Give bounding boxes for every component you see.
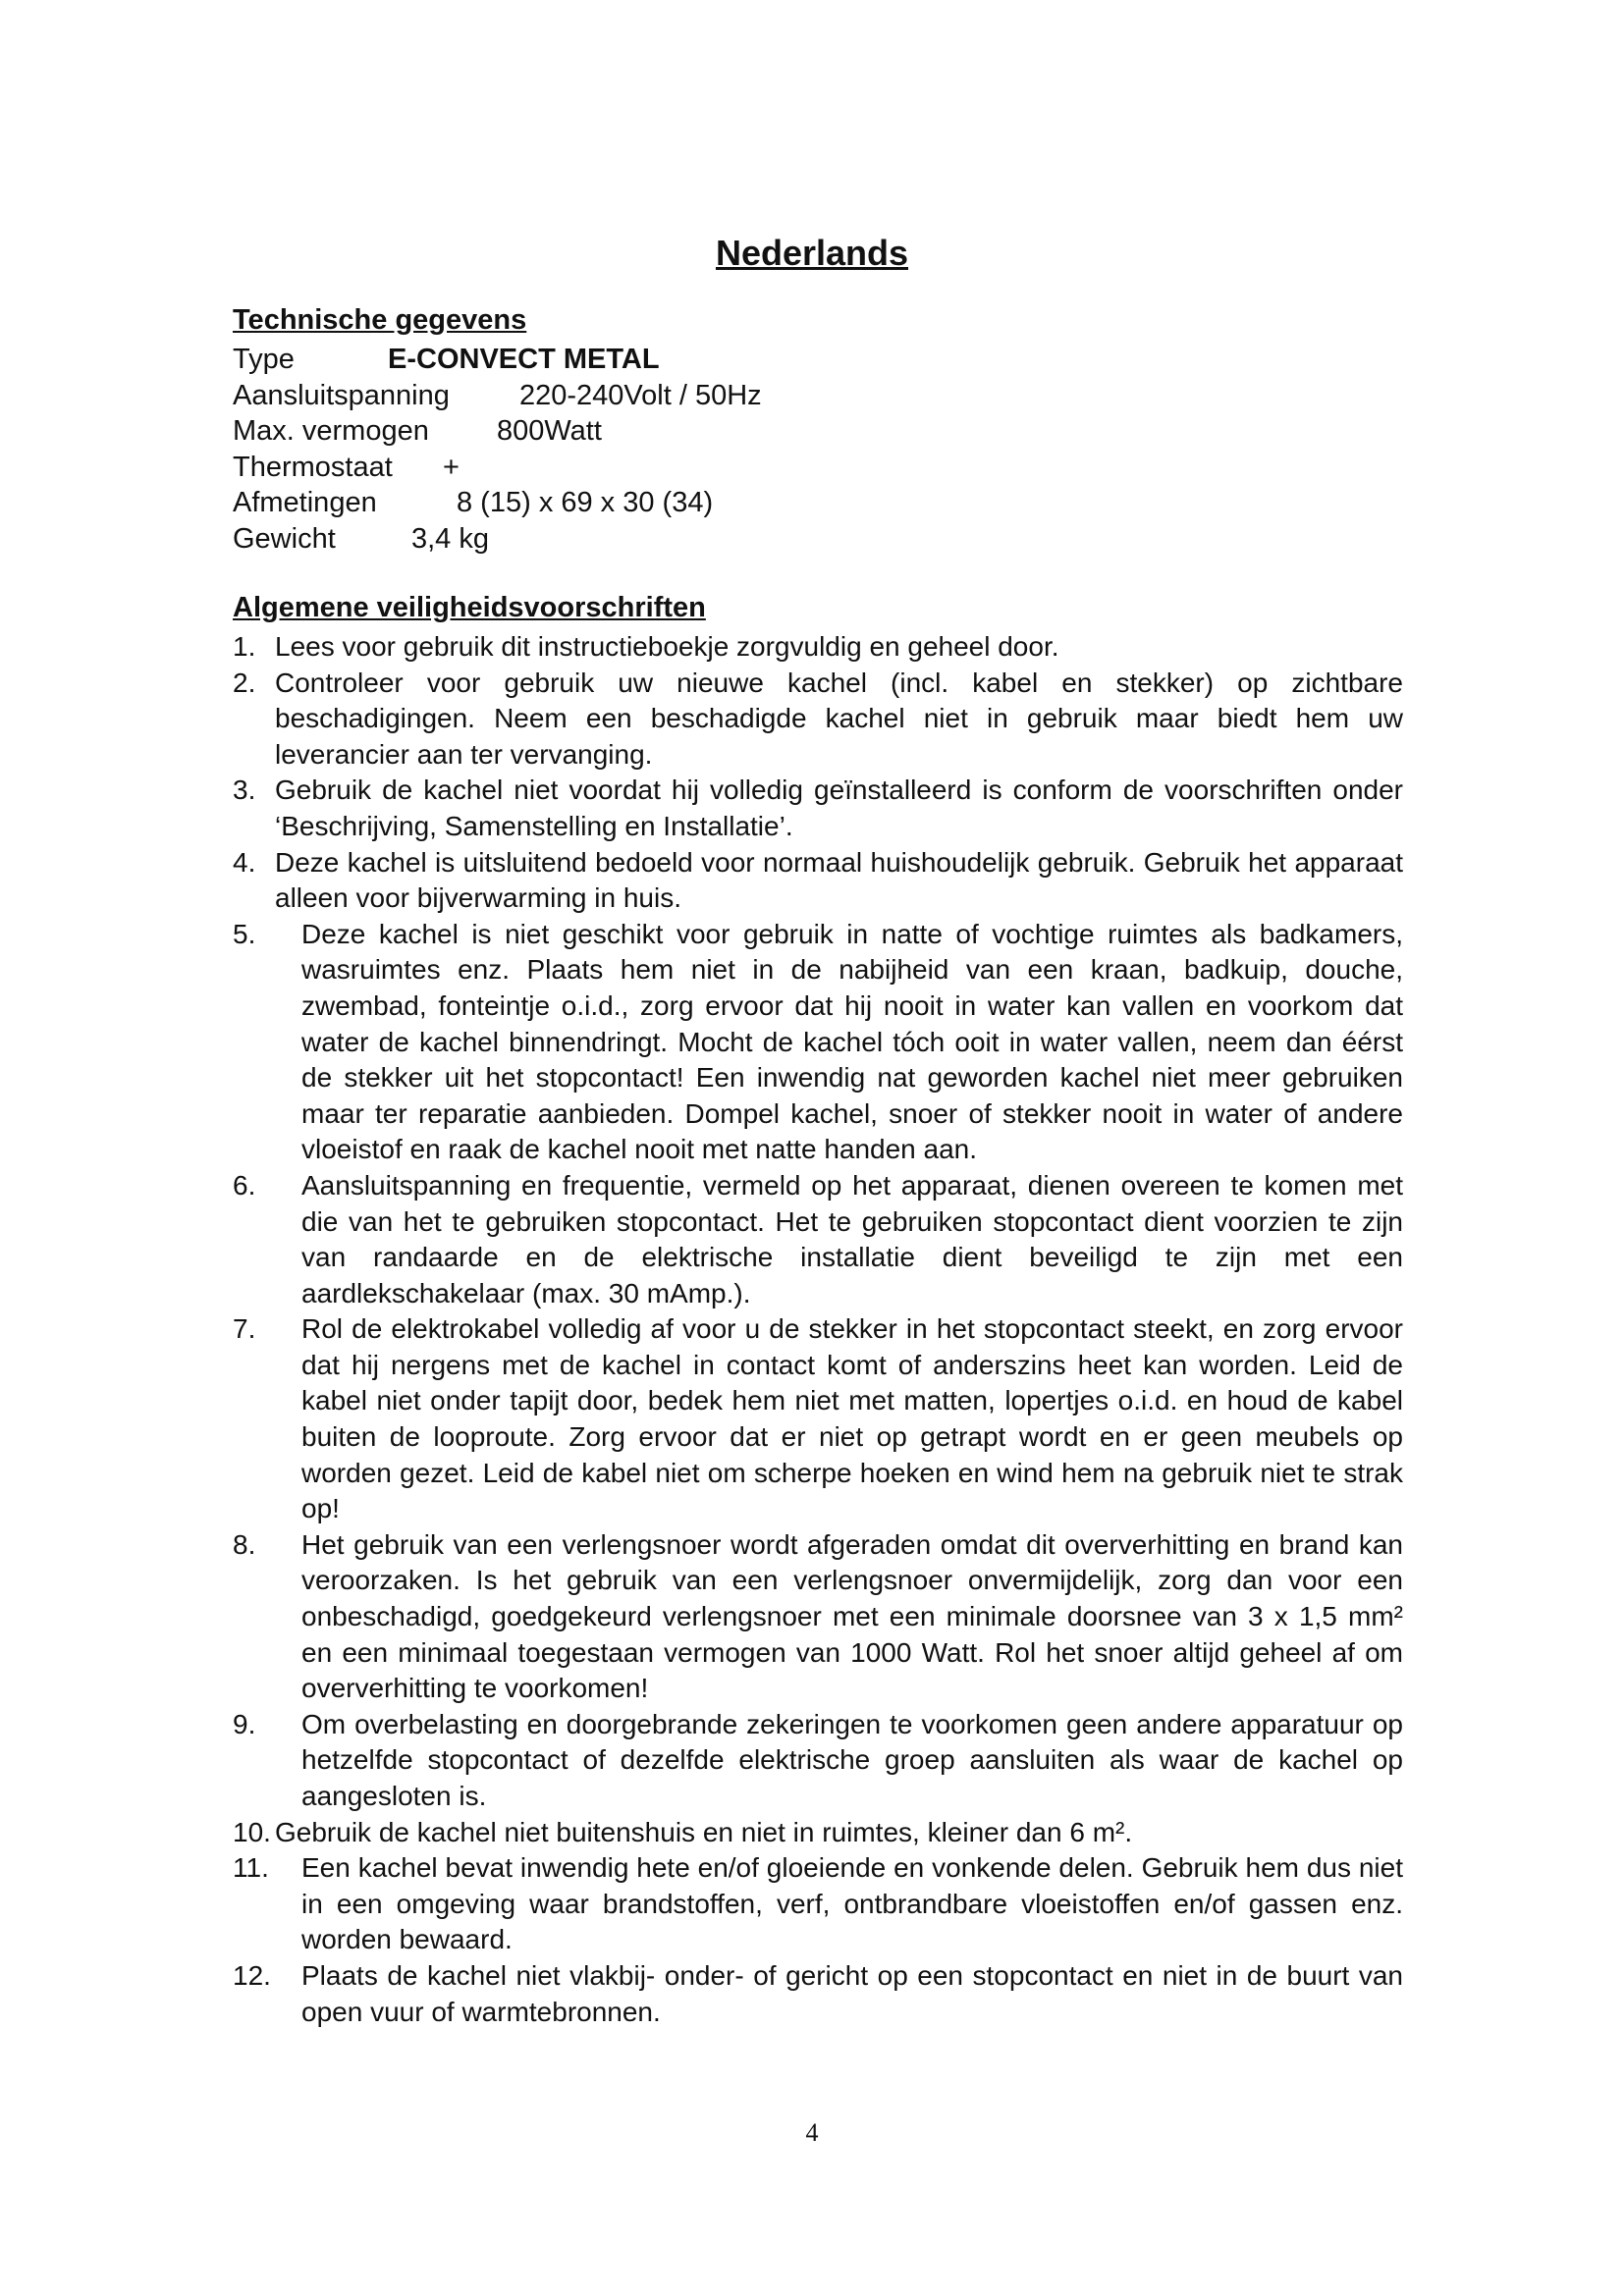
list-item bbox=[233, 917, 1403, 1168]
page-number: 4 bbox=[805, 2118, 819, 2147]
rule-number: 3. bbox=[233, 774, 256, 806]
spec-label: Aansluitspanning bbox=[233, 380, 450, 411]
rule-text: Controleer voor gebruik uw nieuwe kachel (incl. kabel en stekker) op zichtbare beschadigingen. Neem een beschadigde kachel niet in gebruik maar biedt hem uw leverancier aan ter vervanging. bbox=[275, 667, 1403, 770]
rule-number: 10. bbox=[233, 1816, 271, 1847]
rule-number: 8. bbox=[233, 1528, 256, 1560]
spec-row-dimensions bbox=[233, 486, 714, 520]
rule-number: 12. bbox=[233, 1959, 271, 1991]
spec-value: 3,4 kg bbox=[411, 523, 489, 555]
rule-text: Rol de elektrokabel volledig af voor u de stekker in het stopcontact steekt, en zorg ervoor dat hij nergens met de kachel in contact komt of anderszins heet kan worden. Leid de kabel niet onder tapijt door, bedek hem niet met matten, lopertjes o.i.d. en houd de kabel buiten de looproute. Zorg ervoor dat er niet op getrapt wordt en er geen meubels op worden gezet. Leid de kabel niet om scherpe hoeken en wind hem na gebruik niet te strak op! bbox=[301, 1313, 1403, 1524]
safety-rules-list bbox=[233, 629, 1403, 2030]
spec-row-type bbox=[233, 343, 660, 377]
page-title: Nederlands bbox=[715, 233, 909, 273]
spec-label: Max. vermogen bbox=[233, 415, 429, 447]
rule-text: Gebruik de kachel niet buitenshuis en niet in ruimtes, kleiner dan 6 m². bbox=[275, 1816, 1133, 1847]
rule-text: Deze kachel is niet geschikt voor gebruik in natte of vochtige ruimtes als badkamers, wasruimtes enz. Plaats hem niet in de nabijheid van een kraan, badkuip, douche, zwembad, fonteintje o.i.d., zorg ervoor dat hij nooit in water kan vallen en voorkom dat water de kachel binnendringt. Mocht de kachel tóch ooit in water vallen, neem dan éérst de stekker uit het stopcontact! Een inwendig nat geworden kachel niet meer gebruiken maar ter reparatie aanbieden. Dompel kachel, snoer of stekker nooit in water of andere vloeistof en raak de kachel nooit met natte handen aan. bbox=[301, 918, 1403, 1165]
spec-label: Afmetingen bbox=[233, 487, 377, 518]
rule-text: Het gebruik van een verlengsnoer wordt afgeraden omdat dit oververhitting en brand kan veroorzaken. Is het gebruik van een verlengsnoer onvermijdelijk, zorg dan voor een onbeschadigd, goedgekeurd verlengsnoer met een minimale doorsnee van 3 x 1,5 mm² en een minimaal toegestaan vermogen van 1000 Watt. Rol het snoer altijd geheel af om oververhitting te voorkomen! bbox=[301, 1528, 1403, 1704]
rule-text: Gebruik de kachel niet voordat hij volledig geïnstalleerd is conform de voorschriften onder ‘Beschrijving, Samenstelling en Installatie’. bbox=[275, 774, 1403, 841]
rule-number: 11. bbox=[233, 1852, 269, 1884]
rule-text: Om overbelasting en doorgebrande zekeringen te voorkomen geen andere apparatuur op hetzelfde stopcontact of dezelfde elektrische groep aansluiten als waar de kachel op aangesloten is. bbox=[301, 1708, 1403, 1811]
rule-number: 7. bbox=[233, 1313, 256, 1345]
spec-value: 220-240Volt / 50Hz bbox=[519, 380, 762, 411]
list-item bbox=[233, 1850, 1403, 1958]
tech-section-heading: Technische gegevens bbox=[233, 304, 527, 336]
list-item bbox=[233, 1707, 1403, 1815]
rule-number: 4. bbox=[233, 846, 256, 878]
list-item bbox=[233, 1311, 1403, 1527]
spec-label: Gewicht bbox=[233, 523, 336, 555]
spec-value: + bbox=[443, 452, 460, 483]
list-item bbox=[233, 1815, 1403, 1851]
list-item bbox=[233, 1958, 1403, 2030]
spec-label: Type bbox=[233, 344, 295, 375]
rule-text: Lees voor gebruik dit instructieboekje zorgvuldig en geheel door. bbox=[275, 631, 1059, 662]
list-item bbox=[233, 1168, 1403, 1311]
spec-row-weight bbox=[233, 522, 489, 557]
list-item bbox=[233, 1527, 1403, 1707]
rule-number: 5. bbox=[233, 918, 256, 949]
rule-number: 1. bbox=[233, 631, 256, 662]
safety-section-heading: Algemene veiligheidsvoorschriften bbox=[233, 592, 706, 623]
list-item bbox=[233, 629, 1403, 666]
spec-label: Thermostaat bbox=[233, 452, 393, 483]
spec-value: 800Watt bbox=[497, 415, 602, 447]
list-item bbox=[233, 666, 1403, 774]
spec-row-thermostat bbox=[233, 451, 460, 485]
rule-text: Deze kachel is uitsluitend bedoeld voor normaal huishoudelijk gebruik. Gebruik het apparaat alleen voor bijverwarming in huis. bbox=[275, 846, 1403, 914]
spec-value: 8 (15) x 69 x 30 (34) bbox=[457, 487, 714, 518]
spec-row-voltage bbox=[233, 379, 762, 413]
spec-value: E-CONVECT METAL bbox=[388, 344, 660, 375]
spec-row-power bbox=[233, 414, 602, 449]
rule-text: Plaats de kachel niet vlakbij- onder- of gericht op een stopcontact en niet in de buurt van open vuur of warmtebronnen. bbox=[301, 1959, 1403, 2027]
list-item bbox=[233, 845, 1403, 917]
rule-text: Een kachel bevat inwendig hete en/of gloeiende en vonkende delen. Gebruik hem dus niet in een omgeving waar brandstoffen, verf, ontbrandbare vloeistoffen en/of gassen enz. worden bewaard. bbox=[301, 1852, 1403, 1955]
rule-text: Aansluitspanning en frequentie, vermeld op het apparaat, dienen overeen te komen met die van het te gebruiken stopcontact. Het te gebruiken stopcontact dient voorzien te zijn van randaarde en de elektrische installatie dient beveiligd te zijn met een aardlekschakelaar (max. 30 mAmp.). bbox=[301, 1169, 1403, 1308]
rule-number: 9. bbox=[233, 1708, 256, 1739]
list-item bbox=[233, 773, 1403, 844]
rule-number: 2. bbox=[233, 667, 256, 698]
rule-number: 6. bbox=[233, 1169, 256, 1201]
